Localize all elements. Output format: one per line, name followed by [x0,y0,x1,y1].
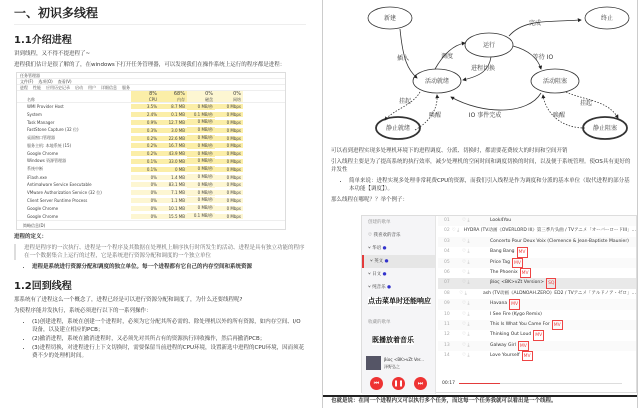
like-download-icons[interactable]: ♡ ⤓ [462,249,470,255]
track-list [438,216,636,361]
task-manager-header [17,91,285,103]
like-download-icons[interactable]: ♡ ⤓ [462,259,470,265]
like-download-icons[interactable]: ♡ ⤓ [462,301,470,307]
annotation-playing-music: 既播放着音乐 [372,336,414,344]
tab[interactable]: 性能 [33,85,41,90]
like-download-icons[interactable]: ♡ ⤓ [451,228,460,234]
menu-view: 查看(V) [57,79,72,84]
process-row[interactable]: iFlash.exe 0% 1.4 MB 0 MB/秒 0 Mbps [27,174,241,180]
label-blocked: 活动阻塞 [542,78,568,85]
music-player-screenshot [361,215,637,393]
column-header[interactable]: 0% 网络 [215,91,243,102]
like-download-icons[interactable]: ♡ ⤓ [459,290,467,296]
tab[interactable]: 详细信息 [101,85,117,90]
column-header[interactable]: 8% CPU [131,91,159,102]
menu-options: 选项(O) [38,79,53,84]
tab[interactable]: 应用历史记录 [46,85,70,90]
bullet: • 简单来说：进程实现多处理非常耗费CPU的资源，而我们引入线程是作为调度和分派的基本单位（取代进程的部分基本功能【调度】）。 [349,177,631,193]
paragraph: 也就是说：在同一个进程内又可以执行多个任务，而这每一个任务我就可以看出是一个线程。 [331,398,557,404]
paragraph: 可以看到进程实现多处理机环境下的进程调度、分派、切换时，都需要花费较大的时间和空间开销 [331,148,568,154]
definition-quote: 进程是程序的一次执行、进程是一个程序及其数据在处理机上顺序执行时所发生的活动、进程是具有独立功能的程序在一个数据集合上运行的过程，它是系统进行资源分配和调度的一个独立单位 [14,244,306,260]
edge-switch: 进程切换 [470,65,496,72]
track-row[interactable]: 06 ♡ ⤓ The Phoenix MV [438,268,636,278]
edge-wake: 唤醒 [428,112,442,119]
track-row[interactable]: 14 ♡ ⤓ Love Yourself MV [438,351,636,361]
playlist-item[interactable]: ⑂ 华语 ● [368,246,387,251]
edge-insert: 插入 [396,55,410,62]
tab[interactable]: 服务 [122,85,130,90]
next-button[interactable]: ⏭ [414,377,427,390]
edge-wait-io: 等待 IO [532,54,554,61]
like-download-icons[interactable]: ♡ ⤓ [462,280,470,286]
process-row[interactable]: Google Chrome 0% 10.1 MB 0 MB/秒 0 Mbps [27,205,241,211]
edge-suspend: 挂起 [579,100,593,107]
process-row[interactable]: WMI Provider Host 3.5% 8.7 MB 0 MB/秒 0 Mbps [27,103,241,110]
process-row[interactable]: Client Server Runtime Process 0% 1.1 MB 0 MB/秒 0 Mbps [27,197,241,203]
edge-dispatch: 调度 [440,53,454,60]
label-new: 新建 [383,15,397,22]
like-download-icons[interactable]: ♡ ⤓ [462,321,470,327]
process-row[interactable]: 系统中断 0.1% 0 MB 0 MB/秒 0 Mbps [27,166,241,172]
edge-wake: 唤醒 [552,112,566,119]
playlist-item[interactable]: ⑂ 英文 ● [362,255,435,268]
process-row[interactable]: Google Chrome 0.2% 43.9 MB 0 MB/秒 0 Mbps [27,150,241,157]
now-playing-title: βίος <BK>vZt Ver... [384,357,424,362]
process-row[interactable]: Antimalware Service Executable 0% 83.1 MB 0 MB/秒 0 Mbps [27,181,241,188]
track-row[interactable]: 03 ♡ ⤓ Concerto Pour Deux Voix (Clemence & Jean-Baptiste Maunier) [438,237,636,247]
playlist-item[interactable]: ⑂ 日文 ● [368,272,387,277]
track-row[interactable]: 12 ♡ ⤓ Thinking Out Loud MV [438,330,636,340]
right-page [322,0,638,408]
definition-label: 进程的定义： [14,233,48,240]
operation-item: • (3)进程切换，对进程进行上下文切换时，需要保留当前进程的CPU环境，设置新选中进程的CPU环境，因而须花费不少的处理机时间。 [32,344,306,360]
album-cover [366,356,381,370]
process-row[interactable]: FastStone Capture (32 位) 0.3% 3.0 MB 0 MB/秒 0 Mbps [27,127,241,133]
previous-button[interactable]: ⏮ [370,377,383,390]
track-row[interactable]: 09 ♡ ⤓ Havana MV [438,299,636,309]
label-run: 运行 [482,42,496,49]
playlist-item[interactable]: ♡ 我喜欢的音乐 [368,233,401,238]
process-row[interactable]: Task Manager 0.9% 12.7 MB 0 MB/秒 0 Mbps [27,119,241,125]
paragraph: 那系统有了进程这么一个概念了，进程已经是可以进行资源分配和调度了，为什么还要线程呢? [14,296,243,303]
column-header[interactable]: 68% 内存 [159,91,187,102]
process-state-diagram [323,0,638,140]
like-download-icons[interactable]: ♡ ⤓ [462,353,470,359]
tab[interactable]: 启动 [75,85,83,90]
paragraph: 引入线程主要是为了提高系统的执行效率，减少处理机的空闲时间和调度切换的时间，以及便于系统管理。使OS具有更好的并发性 [331,159,631,173]
process-row[interactable]: Windows 资源管理器 0.1% 33.0 MB 0 MB/秒 0 Mbps [27,158,241,164]
paragraph: 为使程序能并发执行，系统必须进行以下的一系列操作： [14,307,152,314]
paragraph: 进程我们估计是很了解的了，在windows下打开任务管理器，可以发现我们在操作系统上运行的程序都是进程： [14,62,286,68]
track-row[interactable]: 13 ♡ ⤓ Galway Girl MV [438,341,636,351]
heading-1-1: 1.1介绍进程 [14,35,72,46]
operation-item: • (1)创建进程，系统在创建一个进程时，必须为它分配其所必需的、除处理机以外的所有资源，如内存空间、I/O设备，以及建立相应的PCB； [32,318,306,334]
track-row[interactable]: 01 ♡ ⤓ Look4You [438,216,636,226]
tab[interactable]: 用户 [88,85,96,90]
edge-suspend: 挂起 [398,98,412,105]
label-suspended-blocked: 静止阻塞 [592,125,618,132]
operation-item: • (2)撤消进程，系统在撤消进程时，又必须先对其所占有的资源执行回收操作，然后再撤消PCB； [32,335,306,343]
track-row[interactable]: 08 ♡ ⤓ ash (TV动画《ALDNOAH.ZERO》ED2 / TVアニメ「アルドノア・ゼロ」… [438,289,636,299]
process-row[interactable]: VMware Authorization Service (32 位) 0% 7.1 MB 0 MB/秒 0 Mbps [27,189,241,196]
process-row[interactable]: 桌面窗口管理器 0.2% 22.6 MB 0 MB/秒 0 Mbps [27,135,241,141]
col-name: 名称 [27,97,35,102]
progress-bar[interactable] [459,383,622,385]
edge-io-done: IO 事件完成 [468,112,502,119]
task-manager-title: 任务管理器 [17,73,285,79]
now-playing [362,356,436,370]
task-manager-screenshot [16,72,286,230]
bullet: • 进程是系统进行资源分配和调度的独立单位。每一个进程都有它自己的内存空间和系统资源 [32,263,306,271]
track-row[interactable]: 02 ♡ ⤓ HYDRA (TV动画《OVERLORD III》第三季片头曲 / TVアニメ「オーバーロードIII」… [438,226,636,236]
brief-info-link: 简略信息(D) [17,220,285,229]
like-download-icons[interactable]: ♡ ⤓ [462,332,470,338]
playlist-item[interactable]: ⑂ 纯音乐 ● [368,285,392,290]
elapsed-time: 00:17 [442,381,455,386]
like-download-icons[interactable]: ♡ ⤓ [462,311,470,317]
created-playlists-header: 创建的歌单 [368,220,391,225]
process-row[interactable]: Google Chrome 0% 15.5 MB 0.1 MB/秒 0 Mbps [27,213,241,219]
track-row[interactable]: 04 ♡ ⤓ Bang Bang MV [438,247,636,257]
now-playing-artist: 泽野弘之 [384,364,400,369]
track-row[interactable]: 10 ♡ ⤓ I See Fire (Kygo Remix) [438,310,636,320]
track-row[interactable]: 11 ♡ ⤓ This Is What You Came For MV [438,320,636,330]
pause-button[interactable]: ❚❚ [392,377,405,390]
annotation-menu-responsive: 点击菜单时还能响应 [368,297,431,305]
heading-1: 一、初识多线程 [14,4,306,25]
edge-done: 完成 [528,20,542,27]
paragraph: 那么线程在哪呢？？举个例子： [331,197,409,203]
label-suspended-ready: 静止就绪 [385,125,411,132]
tab[interactable]: 进程 [20,85,28,90]
track-row[interactable]: 07 ♡ ⤓ βίος <BK>vZt Version> SQ [438,278,636,288]
like-download-icons[interactable]: ♡ ⤓ [462,342,470,348]
like-download-icons[interactable]: ♡ ⤓ [462,238,470,244]
process-row[interactable]: 服务主机: 本地系统 (15) 0.2% 16.7 MB 0 MB/秒 0 Mbps [27,142,241,149]
column-header[interactable]: 0% 磁盘 [187,91,215,102]
track-row[interactable]: 05 ♡ ⤓ Price Tag MV [438,258,636,268]
menu-file: 文件(F) [20,79,34,84]
process-row[interactable]: System 2.4% 0.1 MB 0.1 MB/秒 0 Mbps [27,111,241,118]
like-download-icons[interactable]: ♡ ⤓ [462,269,470,275]
progress-area [442,381,622,386]
collected-playlists-header: 收藏的歌单 [368,320,391,325]
paragraph: 讲到线程，又不得不提进程了~ [14,51,91,57]
label-ready: 活动就绪 [424,78,450,85]
like-download-icons[interactable]: ♡ ⤓ [462,218,470,223]
label-end: 终止 [600,15,614,22]
heading-1-2: 1.2回到线程 [14,280,72,292]
